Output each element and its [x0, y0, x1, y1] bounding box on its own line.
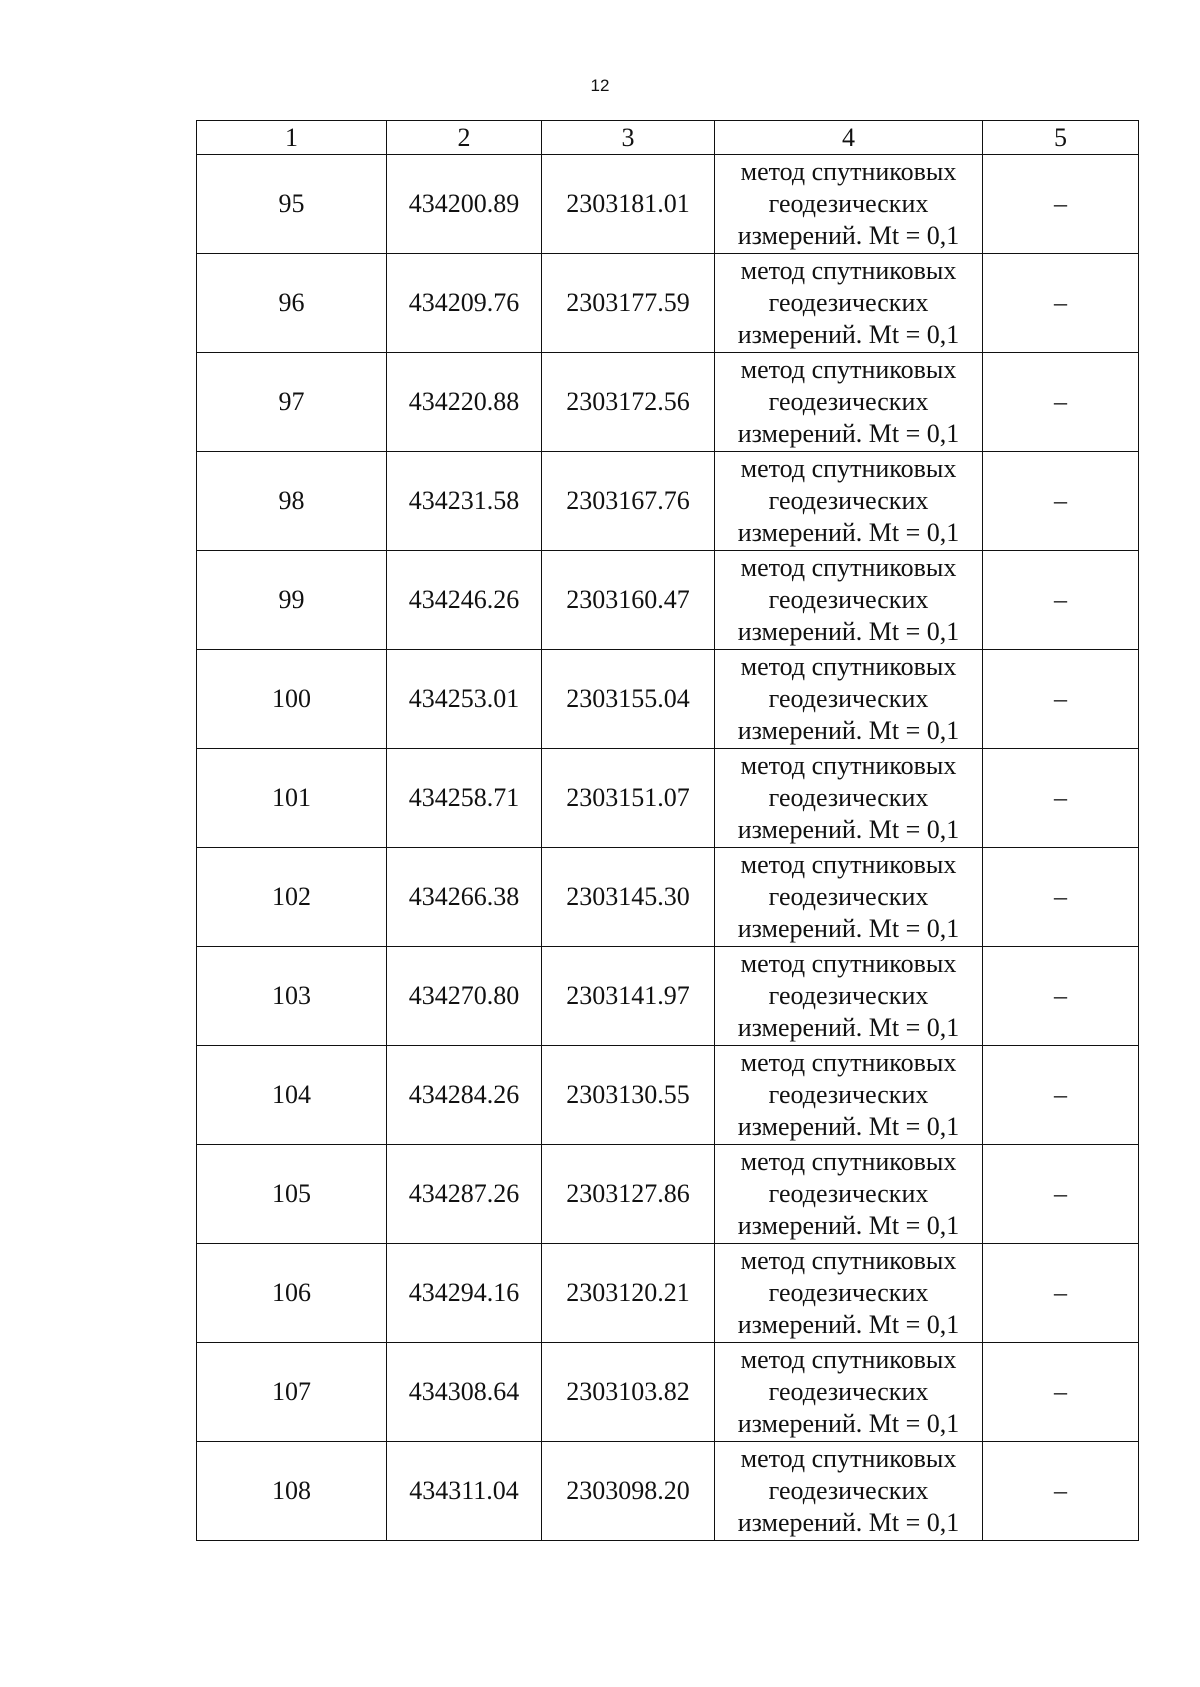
- x-coordinate-cell: 434209.76: [387, 254, 542, 353]
- note-cell: –: [983, 1046, 1139, 1145]
- x-coordinate-cell: 434258.71: [387, 749, 542, 848]
- y-coordinate-cell: 2303103.82: [542, 1343, 715, 1442]
- method-line: метод спутниковых: [740, 355, 957, 384]
- header-cell: 3: [542, 121, 715, 155]
- method-line: геодезических: [768, 387, 929, 416]
- x-coordinate-cell: 434308.64: [387, 1343, 542, 1442]
- y-coordinate-cell: 2303160.47: [542, 551, 715, 650]
- point-number-cell: 102: [197, 848, 387, 947]
- method-line: метод спутниковых: [740, 652, 957, 681]
- coordinates-table: [196, 120, 1139, 1541]
- point-number-cell: 106: [197, 1244, 387, 1343]
- note-cell: –: [983, 1145, 1139, 1244]
- note-cell: –: [983, 650, 1139, 749]
- note-cell: –: [983, 551, 1139, 650]
- table-row: [197, 1244, 1139, 1343]
- y-coordinate-cell: 2303120.21: [542, 1244, 715, 1343]
- x-coordinate-cell: 434287.26: [387, 1145, 542, 1244]
- method-line: геодезических: [768, 288, 929, 317]
- y-coordinate-cell: 2303172.56: [542, 353, 715, 452]
- method-line: геодезических: [768, 1080, 929, 1109]
- note-cell: –: [983, 1343, 1139, 1442]
- table-row: [197, 452, 1139, 551]
- table-row: [197, 947, 1139, 1046]
- method-cell: [715, 1145, 983, 1244]
- method-line: измерений. Mt = 0,1: [737, 617, 960, 646]
- note-cell: –: [983, 254, 1139, 353]
- method-line: измерений. Mt = 0,1: [737, 1211, 960, 1240]
- method-cell: [715, 254, 983, 353]
- point-number-cell: 100: [197, 650, 387, 749]
- table-row: [197, 551, 1139, 650]
- point-number-cell: 101: [197, 749, 387, 848]
- note-cell: –: [983, 452, 1139, 551]
- note-cell: –: [983, 947, 1139, 1046]
- x-coordinate-cell: 434311.04: [387, 1442, 542, 1541]
- table-row: [197, 1145, 1139, 1244]
- method-line: геодезических: [768, 189, 929, 218]
- method-line: измерений. Mt = 0,1: [737, 1409, 960, 1438]
- y-coordinate-cell: 2303181.01: [542, 155, 715, 254]
- method-line: измерений. Mt = 0,1: [737, 419, 960, 448]
- method-line: геодезических: [768, 1476, 929, 1505]
- x-coordinate-cell: 434220.88: [387, 353, 542, 452]
- method-cell: [715, 848, 983, 947]
- y-coordinate-cell: 2303130.55: [542, 1046, 715, 1145]
- x-coordinate-cell: 434253.01: [387, 650, 542, 749]
- method-line: измерений. Mt = 0,1: [737, 914, 960, 943]
- method-cell: [715, 1046, 983, 1145]
- method-line: измерений. Mt = 0,1: [737, 1508, 960, 1537]
- table-header-row: [197, 121, 1139, 155]
- table-row: [197, 1343, 1139, 1442]
- method-line: метод спутниковых: [740, 1444, 957, 1473]
- method-line: измерений. Mt = 0,1: [737, 1310, 960, 1339]
- point-number-cell: 96: [197, 254, 387, 353]
- y-coordinate-cell: 2303167.76: [542, 452, 715, 551]
- table-body: [197, 121, 1139, 1541]
- method-cell: [715, 1244, 983, 1343]
- method-line: метод спутниковых: [740, 157, 957, 186]
- method-line: измерений. Mt = 0,1: [737, 221, 960, 250]
- method-cell: [715, 947, 983, 1046]
- header-cell: 2: [387, 121, 542, 155]
- y-coordinate-cell: 2303145.30: [542, 848, 715, 947]
- x-coordinate-cell: 434294.16: [387, 1244, 542, 1343]
- note-cell: –: [983, 1244, 1139, 1343]
- page-number: 12: [590, 76, 610, 95]
- table-row: [197, 155, 1139, 254]
- y-coordinate-cell: 2303151.07: [542, 749, 715, 848]
- method-line: геодезических: [768, 882, 929, 911]
- method-cell: [715, 155, 983, 254]
- x-coordinate-cell: 434200.89: [387, 155, 542, 254]
- point-number-cell: 108: [197, 1442, 387, 1541]
- y-coordinate-cell: 2303155.04: [542, 650, 715, 749]
- method-line: измерений. Mt = 0,1: [737, 815, 960, 844]
- point-number-cell: 105: [197, 1145, 387, 1244]
- x-coordinate-cell: 434270.80: [387, 947, 542, 1046]
- table-row: [197, 848, 1139, 947]
- method-line: геодезических: [768, 981, 929, 1010]
- method-line: метод спутниковых: [740, 1147, 957, 1176]
- header-cell: 1: [197, 121, 387, 155]
- method-line: геодезических: [768, 1179, 929, 1208]
- method-cell: [715, 749, 983, 848]
- note-cell: –: [983, 749, 1139, 848]
- method-line: метод спутниковых: [740, 256, 957, 285]
- method-line: геодезических: [768, 783, 929, 812]
- method-line: геодезических: [768, 486, 929, 515]
- method-line: измерений. Mt = 0,1: [737, 518, 960, 547]
- method-line: измерений. Mt = 0,1: [737, 1013, 960, 1042]
- x-coordinate-cell: 434266.38: [387, 848, 542, 947]
- method-line: метод спутниковых: [740, 949, 957, 978]
- method-line: геодезических: [768, 1278, 929, 1307]
- table-row: [197, 353, 1139, 452]
- method-line: геодезических: [768, 585, 929, 614]
- note-cell: –: [983, 848, 1139, 947]
- method-cell: [715, 452, 983, 551]
- note-cell: –: [983, 353, 1139, 452]
- method-line: метод спутниковых: [740, 1048, 957, 1077]
- point-number-cell: 97: [197, 353, 387, 452]
- method-line: измерений. Mt = 0,1: [737, 1112, 960, 1141]
- method-cell: [715, 353, 983, 452]
- table-row: [197, 1046, 1139, 1145]
- y-coordinate-cell: 2303127.86: [542, 1145, 715, 1244]
- x-coordinate-cell: 434246.26: [387, 551, 542, 650]
- point-number-cell: 107: [197, 1343, 387, 1442]
- point-number-cell: 99: [197, 551, 387, 650]
- method-line: метод спутниковых: [740, 454, 957, 483]
- method-line: метод спутниковых: [740, 850, 957, 879]
- y-coordinate-cell: 2303098.20: [542, 1442, 715, 1541]
- table-row: [197, 650, 1139, 749]
- method-cell: [715, 551, 983, 650]
- method-line: метод спутниковых: [740, 1246, 957, 1275]
- table-row: [197, 749, 1139, 848]
- note-cell: –: [983, 155, 1139, 254]
- method-cell: [715, 650, 983, 749]
- method-line: метод спутниковых: [740, 553, 957, 582]
- method-line: измерений. Mt = 0,1: [737, 716, 960, 745]
- method-line: геодезических: [768, 684, 929, 713]
- method-line: геодезических: [768, 1377, 929, 1406]
- method-line: измерений. Mt = 0,1: [737, 320, 960, 349]
- table-row: [197, 254, 1139, 353]
- method-line: метод спутниковых: [740, 751, 957, 780]
- method-cell: [715, 1343, 983, 1442]
- note-cell: –: [983, 1442, 1139, 1541]
- point-number-cell: 103: [197, 947, 387, 1046]
- header-cell: 4: [715, 121, 983, 155]
- x-coordinate-cell: 434284.26: [387, 1046, 542, 1145]
- method-cell: [715, 1442, 983, 1541]
- point-number-cell: 104: [197, 1046, 387, 1145]
- point-number-cell: 98: [197, 452, 387, 551]
- x-coordinate-cell: 434231.58: [387, 452, 542, 551]
- y-coordinate-cell: 2303177.59: [542, 254, 715, 353]
- table-row: [197, 1442, 1139, 1541]
- y-coordinate-cell: 2303141.97: [542, 947, 715, 1046]
- point-number-cell: 95: [197, 155, 387, 254]
- header-cell: 5: [983, 121, 1139, 155]
- method-line: метод спутниковых: [740, 1345, 957, 1374]
